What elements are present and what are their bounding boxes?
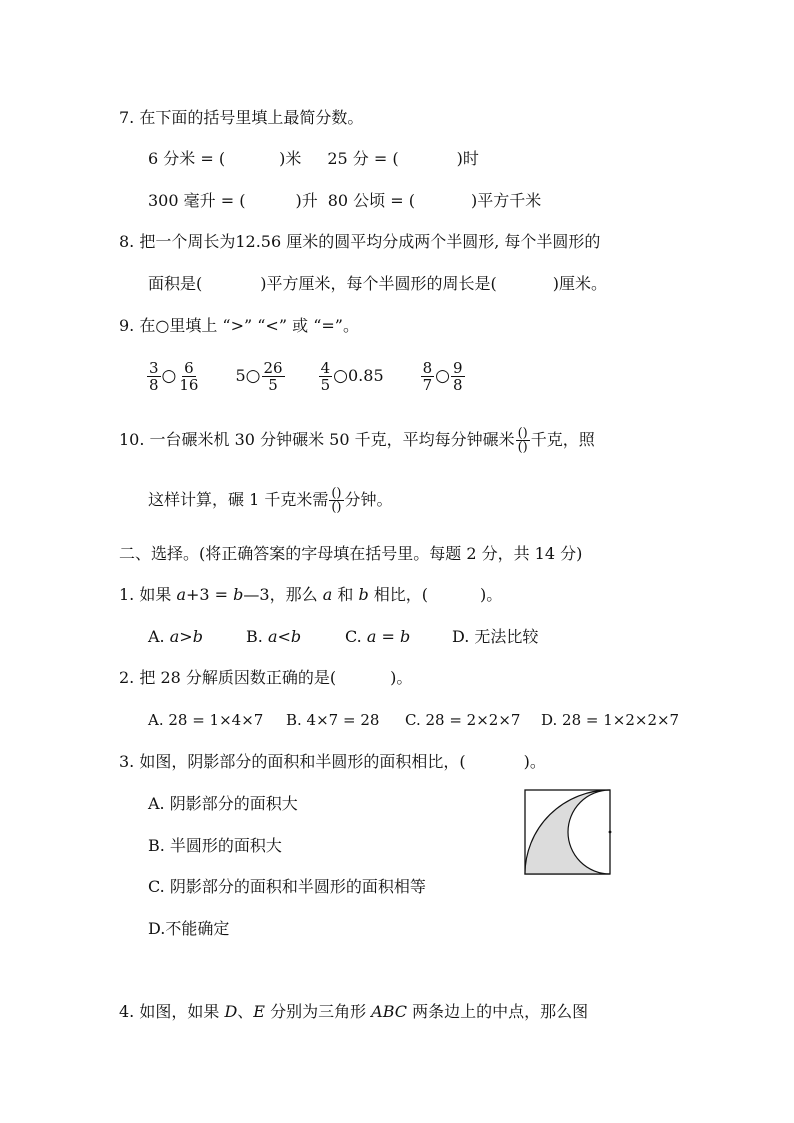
q9-fraction: $\frac{6}{16}$ [179,358,199,394]
s1-option-c[interactable]: C. a = b [345,627,411,646]
s1-question: 1. 如果 a+3 = b—3，那么 a 和 b 相比，( )。 [119,585,503,604]
compare-circle[interactable]: ○ [435,366,451,386]
q7-b-post: )时 [456,149,479,168]
q7-row2 [148,191,541,211]
s2-option-c[interactable]: C. 28 = 2×2×7 [405,711,521,729]
q7-c-post: )升 [295,191,318,210]
s1-option-a[interactable]: A. a>b [148,627,203,646]
section2-title: 二、选择。(将正确答案的字母填在括号里。每题 2 分，共 14 分) [119,544,583,563]
q7-c-pre: 300 毫升 = ( [148,191,246,210]
q8-l2-c: )厘米。 [552,274,607,293]
q9-fraction: $\frac{9}{8}$ [453,358,463,394]
s2-option-b[interactable]: B. 4×7 = 28 [286,711,380,729]
q10-line1: 10. 一台碾米机 30 分钟碾米 50 千克，平均每分钟碾米 $\frac{()}{()}$ 千克，照 [119,425,595,455]
s3-option-a[interactable]: A. 阴影部分的面积大 [148,794,298,813]
q10-answer-fraction[interactable]: $\frac{()}{()}$ [331,485,342,515]
s4-question: 4. 如图，如果 D、E 分别为三角形 ABC 两条边上的中点，那么图 [119,1002,589,1021]
q8-l2-a: 面积是( [148,274,203,293]
compare-circle[interactable]: ○ [161,366,177,386]
compare-circle[interactable]: ○ [245,366,261,386]
compare-circle[interactable]: ○ [333,366,348,386]
q9-decimal: 0.85 [348,366,384,385]
q7-b-pre: 25 分 = ( [327,149,399,168]
q9-fraction: $\frac{3}{8}$ [149,358,159,394]
q7-row1 [148,149,479,169]
q10-answer-fraction[interactable]: $\frac{()}{()}$ [517,425,528,455]
q10-line2: 这样计算，碾 1 千克米需 $\frac{()}{()}$ 分钟。 [148,485,393,515]
q9-fraction: $\frac{8}{7}$ [422,358,433,394]
q8-l2-b: )平方厘米，每个半圆形的周长是( [260,274,497,293]
q9-fraction: $\frac{26}{5}$ [263,358,283,394]
s1-option-b[interactable]: B. a<b [246,627,302,646]
q8-line2 [148,274,607,294]
s1-option-d[interactable]: D. 无法比较 [452,627,539,646]
q9-whole: 5 [235,366,246,385]
q7-a-post: )米 [279,149,302,168]
s3-option-b[interactable]: B. 半圆形的面积大 [148,836,282,855]
s2-option-a[interactable]: A. 28 = 1×4×7 [148,711,264,729]
s3-question: 3. 如图，阴影部分的面积和半圆形的面积相比，( )。 [119,752,546,771]
s3-option-c[interactable]: C. 阴影部分的面积和半圆形的面积相等 [148,877,426,896]
q9-title: 9. 在○里填上 “>” “<” 或 “=”。 [119,316,359,335]
s3-figure [522,787,614,877]
s2-question: 2. 把 28 分解质因数正确的是( )。 [119,668,413,687]
q7-a-pre: 6 分米 = ( [148,149,226,168]
q9-row [146,354,466,398]
s2-option-d[interactable]: D. 28 = 1×2×2×7 [541,711,680,729]
q7-title: 7. 在下面的括号里填上最简分数。 [119,108,364,127]
q9-fraction: $\frac{4}{5}$ [320,358,331,394]
figure-center-dot [609,831,612,834]
q7-d-pre: 80 公顷 = ( [327,191,415,210]
q8-line1: 8. 把一个周长为12.56 厘米的圆平均分成两个半圆形, 每个半圆形的 [119,232,601,251]
q7-d-post: )平方千米 [470,191,542,210]
s3-option-d[interactable]: D.不能确定 [148,919,230,938]
